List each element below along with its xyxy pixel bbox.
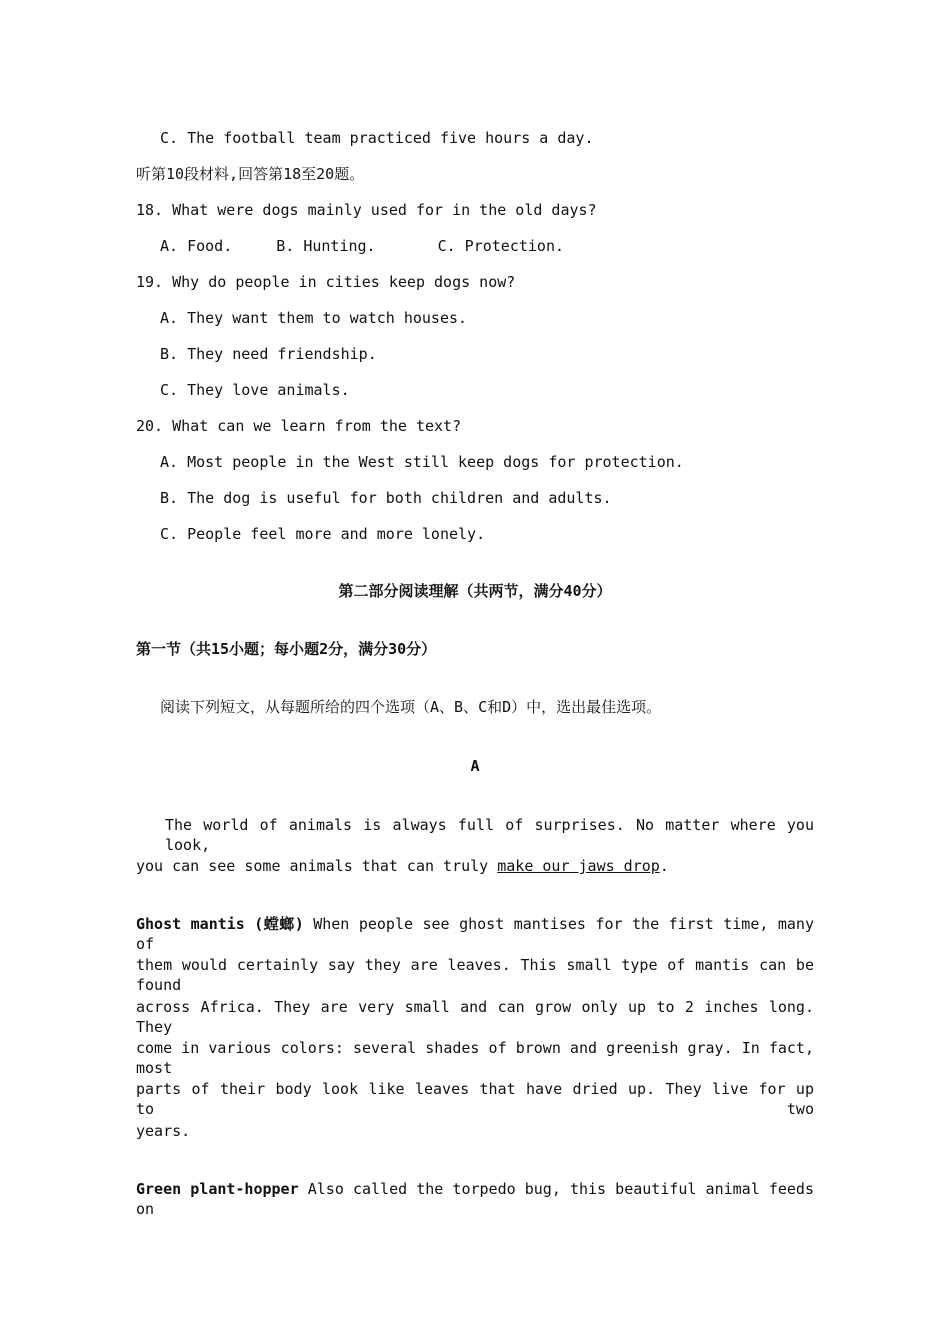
intro-line-2 xyxy=(136,856,669,876)
q20-option-b: B. The dog is useful for both children and adults. xyxy=(160,489,612,507)
passage-label: A xyxy=(470,757,480,775)
q19-question: 19. Why do people in cities keep dogs now? xyxy=(136,273,516,291)
q18-question: 18. What were dogs mainly used for in the old days? xyxy=(136,201,597,219)
q20-option-c: C. People feel more and more lonely. xyxy=(160,525,486,543)
ghost-mantis-heading: Ghost mantis (螳螂) xyxy=(136,915,304,933)
section1-title: 第一节（共15小题；每小题2分，满分30分） xyxy=(136,640,437,658)
ghost-text: When people see ghost mantises for the first time, many of xyxy=(136,915,814,953)
reading-instruction: 阅读下列短文，从每题所给的四个选项（A、B、C和D）中，选出最佳选项。 xyxy=(160,698,662,716)
part2-title: 第二部分阅读理解（共两节，满分40分） xyxy=(338,582,612,600)
q20-option-a: A. Most people in the West still keep dogs for protection. xyxy=(160,453,684,471)
underlined-phrase: make our jaws drop xyxy=(497,857,660,875)
q19-option-b: B. They need friendship. xyxy=(160,345,377,363)
hopper-line-1 xyxy=(136,1179,814,1219)
ghost-line-4: come in various colors: several shades of brown and greenish gray. In fact, most xyxy=(136,1039,814,1077)
q19-option-a: A. They want them to watch houses. xyxy=(160,309,468,327)
ghost-line-3: across Africa. They are very small and can grow only up to 2 inches long. They xyxy=(136,998,814,1036)
q18-options xyxy=(160,236,564,256)
ghost-line-6: years. xyxy=(136,1122,191,1140)
green-plant-hopper-heading: Green plant-hopper xyxy=(136,1180,299,1198)
q18-option-a: A. Food. xyxy=(160,237,233,255)
section-10-instruction: 听第10段材料,回答第18至20题。 xyxy=(136,165,365,183)
q17-option-c: C. The football team practiced five hours a day. xyxy=(160,129,594,147)
q18-option-c: C. Protection. xyxy=(437,237,565,255)
ghost-line-5: parts of their body look like leaves that have dried up. They live for up to two xyxy=(136,1080,814,1118)
ghost-line-2: them would certainly say they are leaves. This small type of mantis can be found xyxy=(136,956,814,994)
ghost-line-1 xyxy=(136,914,814,954)
intro-period: . xyxy=(659,857,669,875)
q18-option-b: B. Hunting. xyxy=(276,237,376,255)
q19-option-c: C. They love animals. xyxy=(160,381,350,399)
hopper-text: Also called the torpedo bug, this beautiful animal feeds on xyxy=(136,1180,814,1218)
q20-question: 20. What can we learn from the text? xyxy=(136,417,462,435)
intro-text: you can see some animals that can truly xyxy=(136,857,498,875)
intro-line-1: The world of animals is always full of surprises. No matter where you look, xyxy=(165,816,814,854)
